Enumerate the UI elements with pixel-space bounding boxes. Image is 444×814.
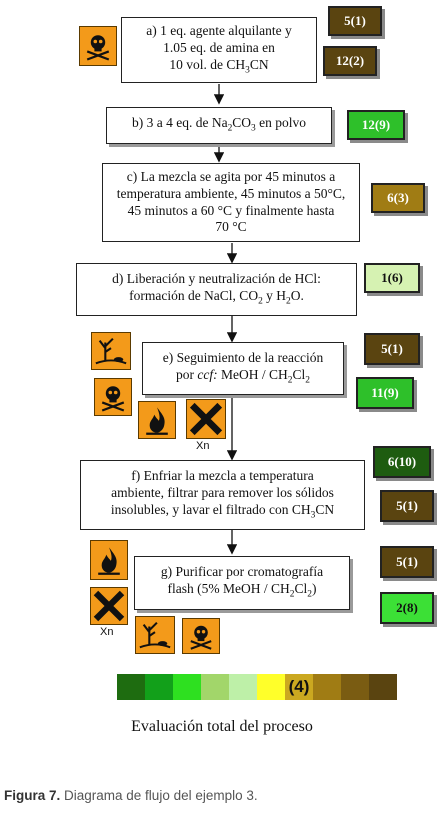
step-f-box: [80, 460, 365, 530]
dead-tree-fish-icon: [91, 332, 131, 370]
step-a-line1: a) 1 eq. agente alquilante y: [146, 22, 292, 38]
step-f-line3: insolubles, y lavar el filtrado con $CH_3CN$: [110, 501, 335, 521]
caption-text: Diagrama de flujo del ejemplo 3.: [60, 788, 258, 803]
scale-segment-2: [145, 674, 173, 700]
step-c-line3: 45 minutos a 60 °C y finalmente hasta: [127, 202, 335, 218]
scale-segment-4: [201, 674, 229, 700]
figure-caption: [4, 788, 258, 803]
step-e-line1: e) Seguimiento de la reacción: [162, 349, 324, 365]
step-a-line3: 10 vol. de $CH_3CN$: [169, 56, 269, 76]
scale-segment-5: [229, 674, 257, 700]
step-f-line2: ambiente, filtrar para remover los sólidos: [111, 484, 334, 500]
scale-segment-8: [313, 674, 341, 700]
flame-icon: [90, 540, 128, 580]
step-g-line1: g) Purificar por cromatografía: [160, 564, 324, 580]
skull-crossbones-icon: [182, 618, 220, 654]
badge-b-1: 12(9): [347, 110, 405, 140]
badge-a-1: 5(1): [328, 6, 382, 36]
step-d-line1: d) Liberación y neutralización de HCl:: [112, 270, 321, 286]
badge-c-1: 6(3): [371, 183, 425, 213]
evaluation-color-scale: [117, 674, 397, 700]
badge-f-1: 6(10): [373, 446, 431, 478]
scale-segment-3: [173, 674, 201, 700]
step-d-box: [76, 263, 357, 316]
step-e-line2: por ccf: MeOH / $CH_2Cl_2$: [176, 366, 310, 386]
xn-label: Xn: [196, 440, 210, 452]
scale-segment-6: [257, 674, 285, 700]
badge-e-2: 11(9): [356, 377, 414, 409]
step-e-box: [142, 342, 344, 395]
badge-g-1: 5(1): [380, 546, 434, 578]
badge-g-2: 2(8): [380, 592, 434, 624]
step-c-line4: 70 °C: [215, 219, 247, 235]
step-g-line2: flash (5% MeOH / $CH_2Cl_2$): [167, 581, 317, 600]
x-cross-icon: [186, 399, 226, 439]
scale-segment-1: [117, 674, 145, 700]
step-c-line2: temperatura ambiente, 45 minutos a 50°C,: [116, 185, 346, 201]
scale-segment-10: [369, 674, 397, 700]
step-a-box: [121, 17, 317, 83]
dead-tree-fish-icon: [135, 616, 175, 654]
step-b-text: b) 3 a 4 eq. de $Na_2CO_3$ en polvo: [131, 115, 307, 134]
scale-segment-9: [341, 674, 369, 700]
badge-f-2: 5(1): [380, 490, 434, 522]
badge-d-1: 1(6): [364, 263, 420, 293]
badge-e-1: 5(1): [364, 333, 420, 365]
badge-a-2: 12(2): [323, 46, 377, 76]
flame-icon: [138, 401, 176, 439]
total-evaluation-label: Evaluación total del proceso: [131, 718, 313, 735]
skull-crossbones-icon: [94, 378, 132, 416]
step-b-box: [106, 107, 332, 144]
step-f-line1: f) Enfriar la mezcla a temperatura: [131, 467, 314, 483]
x-cross-icon: [90, 587, 128, 625]
step-a-line2: 1.05 eq. de amina en: [163, 39, 275, 55]
scale-value-label: (4): [288, 677, 310, 696]
caption-bold: Figura 7.: [4, 788, 61, 803]
xn-label: Xn: [100, 626, 114, 638]
step-g-box: [134, 556, 350, 610]
step-d-line2: formación de NaCl, $CO_2$ y $H_2O$.: [129, 287, 304, 307]
step-c-box: [102, 163, 360, 242]
skull-crossbones-icon: [79, 26, 117, 66]
step-c-line1: c) La mezcla se agita por 45 minutos a: [126, 168, 336, 184]
